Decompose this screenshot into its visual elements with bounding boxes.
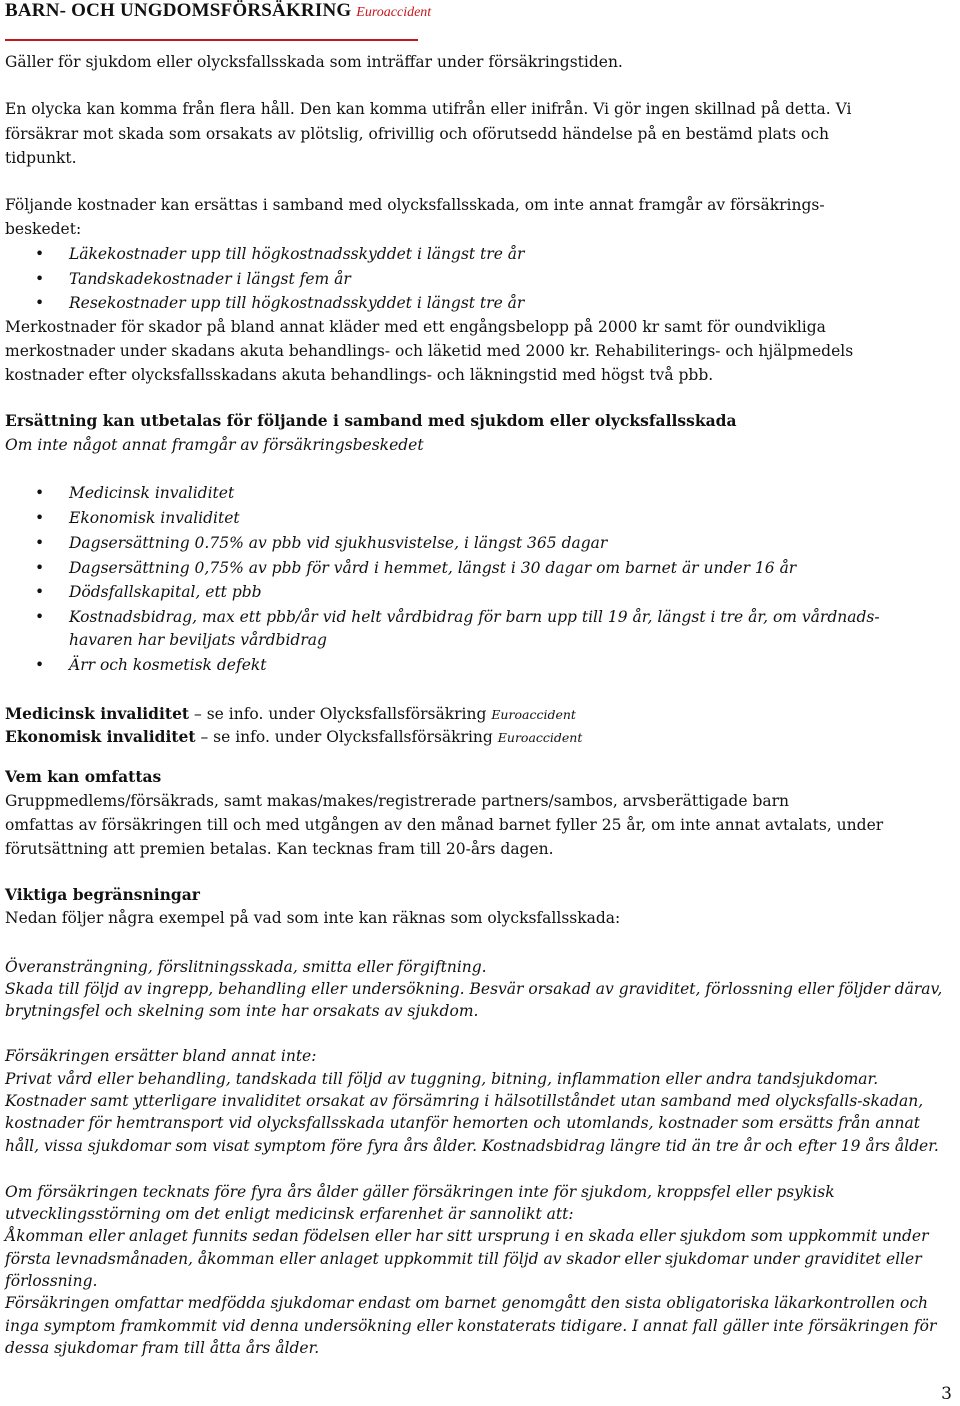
economic-invalidity-text: – se info. under Olycksfallsförsäkring bbox=[195, 728, 498, 746]
list-item: Ärr och kosmetisk defekt bbox=[69, 656, 267, 674]
list-item: Ekonomisk invaliditet bbox=[69, 509, 240, 527]
limits-intro: Nedan följer några exempel på vad som inte kan räknas som olycksfallsskada: bbox=[5, 909, 621, 927]
limits-line: brytningsfel och skelning som inte har orsakats av sjukdom. bbox=[5, 1002, 479, 1020]
bullet-dot: • bbox=[35, 509, 45, 527]
costs-paragraph-line: Följande kostnader kan ersättas i samband med olycksfallsskada, om inte annat framgår av försäkrings- bbox=[5, 196, 825, 214]
bullet-dot: • bbox=[35, 656, 45, 674]
limits-line: Överansträngning, förslitningsskada, smitta eller förgiftning. bbox=[5, 958, 487, 976]
limits-line: Privat vård eller behandling, tandskada till följd av tuggning, bitning, inflammation eller andra tandsjukdomar. bbox=[5, 1070, 879, 1088]
intro-paragraph-line: försäkrar mot skada som orsakats av plötslig, ofrivillig och oförutsedd händelse på en bestämd plats och bbox=[5, 125, 830, 143]
limits-line: förlossning. bbox=[5, 1272, 98, 1290]
page-title: BARN- OCH UNGDOMSFÖRSÄKRING bbox=[5, 0, 352, 21]
compensation-heading: Ersättning kan utbetalas för följande i samband med sjukdom eller olycksfallsskada bbox=[5, 411, 737, 430]
list-item: Resekostnader upp till högkostnadsskyddet i längst tre år bbox=[69, 294, 525, 312]
bullet-dot: • bbox=[35, 245, 45, 263]
list-item: Dödsfallskapital, ett pbb bbox=[69, 583, 262, 601]
medical-invalidity-label: Medicinsk invaliditet bbox=[5, 704, 190, 723]
limits-line: håll, vissa sjukdomar som visat symptom före fyra års ålder. Kostnadsbidrag längre tid än tre år och efter 19 års ålder. bbox=[5, 1137, 939, 1155]
limits-line: kostnader för hemtransport vid olycksfallsskada utanför hemorten och utomlands, kostnader som ersätts från annat bbox=[5, 1114, 920, 1132]
medical-invalidity-ref bbox=[5, 704, 576, 725]
list-item: Tandskadekostnader i längst fem år bbox=[69, 270, 351, 288]
bullet-dot: • bbox=[35, 583, 45, 601]
brand-name: Euroaccident bbox=[497, 730, 583, 745]
medical-invalidity-text: – se info. under Olycksfallsförsäkring bbox=[189, 705, 492, 723]
list-item-continuation: havaren har beviljats vårdbidrag bbox=[69, 631, 327, 649]
who-paragraph-line: omfattas av försäkringen till och med utgången av den månad barnet fyller 25 år, om inte annat avtalats, under bbox=[5, 816, 884, 834]
limits-line: Om försäkringen tecknats före fyra års ålder gäller försäkringen inte för sjukdom, kroppsfel eller psykisk bbox=[5, 1183, 835, 1201]
intro-paragraph-line: En olycka kan komma från flera håll. Den kan komma utifrån eller inifrån. Vi gör ingen skillnad på detta. Vi bbox=[5, 100, 852, 118]
header-rule bbox=[5, 39, 418, 41]
list-item: Kostnadsbidrag, max ett pbb/år vid helt vårdbidrag för barn upp till 19 år, längst i tre år, om vårdnads- bbox=[69, 608, 880, 626]
list-item: Dagsersättning 0,75% av pbb för vård i hemmet, längst i 30 dagar om barnet är under 16 år bbox=[69, 559, 797, 577]
bullet-dot: • bbox=[35, 294, 45, 312]
intro-line: Gäller för sjukdom eller olycksfallsskada som inträffar under försäkringstiden. bbox=[5, 53, 623, 71]
limits-line: inga symptom framkommit vid denna undersökning eller konstaterats tidigare. I annat fall gäller inte försäkringen för bbox=[5, 1317, 937, 1335]
limits-line: dessa sjukdomar fram till åtta års ålder. bbox=[5, 1339, 320, 1357]
limits-heading: Viktiga begränsningar bbox=[5, 885, 200, 904]
limits-line: Försäkringen omfattar medfödda sjukdomar endast om barnet genomgått den sista obligatoriska läkarkontrollen och bbox=[5, 1294, 929, 1312]
limits-line: Försäkringen ersätter bland annat inte: bbox=[5, 1047, 317, 1065]
economic-invalidity-ref bbox=[5, 727, 582, 748]
page-header bbox=[5, 1, 431, 23]
list-item: Medicinsk invaliditet bbox=[69, 484, 235, 502]
list-item: Dagsersättning 0.75% av pbb vid sjukhusvistelse, i längst 365 dagar bbox=[69, 534, 608, 552]
limits-line: första levnadsmånaden, åkomman eller anlaget uppkommit till följd av skador eller sjukdomar under graviditet eller bbox=[5, 1250, 922, 1268]
costs-extra-line: merkostnader under skadans akuta behandlings- och läketid med 2000 kr. Rehabiliterings- och hjälpmedels bbox=[5, 342, 854, 360]
compensation-subheading: Om inte något annat framgår av försäkringsbeskedet bbox=[5, 436, 424, 454]
who-heading: Vem kan omfattas bbox=[5, 767, 162, 786]
limits-line: Skada till följd av ingrepp, behandling eller undersökning. Besvär orsakad av graviditet, förlossning eller följder därav, bbox=[5, 980, 943, 998]
who-paragraph-line: förutsättning att premien betalas. Kan tecknas fram till 20-års dagen. bbox=[5, 840, 554, 858]
limits-line: Kostnader samt ytterligare invaliditet orsakat av försämring i hälsotillståndet utan samband med olycksfalls-skadan, bbox=[5, 1092, 924, 1110]
brand-name: Euroaccident bbox=[491, 707, 576, 722]
costs-paragraph-line: beskedet: bbox=[5, 220, 82, 238]
bullet-dot: • bbox=[35, 484, 45, 502]
costs-extra-line: Merkostnader för skador på bland annat kläder med ett engångsbelopp på 2000 kr samt för oundvikliga bbox=[5, 318, 826, 336]
bullet-dot: • bbox=[35, 270, 45, 288]
page-number: 3 bbox=[941, 1384, 952, 1404]
limits-line: utvecklingsstörning om det enligt medicinsk erfarenhet är sannolikt att: bbox=[5, 1205, 574, 1223]
bullet-dot: • bbox=[35, 534, 45, 552]
header-brand: Euroaccident bbox=[356, 5, 432, 20]
costs-extra-line: kostnader efter olycksfallsskadans akuta behandlings- och läkningstid med högst två pbb. bbox=[5, 366, 714, 384]
economic-invalidity-label: Ekonomisk invaliditet bbox=[5, 727, 196, 746]
bullet-dot: • bbox=[35, 608, 45, 626]
limits-line: Åkomman eller anlaget funnits sedan födelsen eller har sitt ursprung i en skada eller sjukdom som uppkommit under bbox=[5, 1227, 929, 1245]
who-paragraph-line: Gruppmedlems/försäkrads, samt makas/makes/registrerade partners/sambos, arvsberättigade barn bbox=[5, 792, 789, 810]
intro-paragraph-line: tidpunkt. bbox=[5, 149, 77, 167]
list-item: Läkekostnader upp till högkostnadsskyddet i längst tre år bbox=[69, 245, 525, 263]
bullet-dot: • bbox=[35, 559, 45, 577]
